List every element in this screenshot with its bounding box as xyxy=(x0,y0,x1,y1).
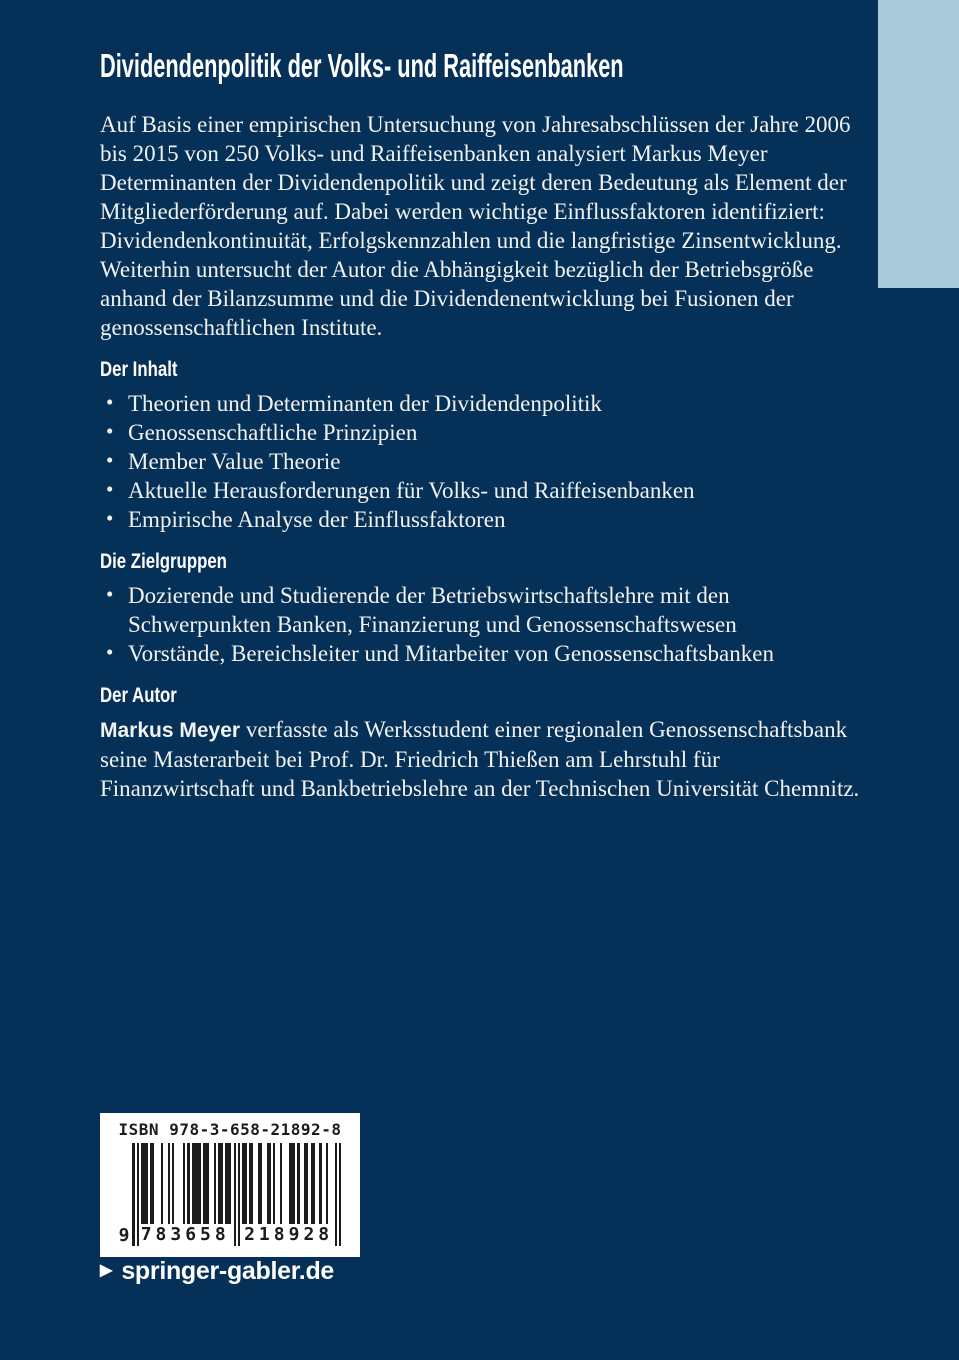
triangle-arrow-icon: ▶ xyxy=(100,1262,113,1279)
barcode-bar xyxy=(249,1143,253,1224)
barcode-bar xyxy=(339,1143,341,1246)
isbn-barcode-box xyxy=(100,1113,360,1257)
book-title: Dividendenpolitik der Volks- und Raiffeisenbanken xyxy=(100,47,624,84)
section-heading-autor: Der Autor xyxy=(100,684,177,707)
barcode-bar xyxy=(326,1143,328,1224)
barcode-bar xyxy=(258,1143,262,1224)
list-item: • Dozierende und Studierende der Betriebswirtschaftslehre mit den Schwerpunkten Banken, Finanzierung und Genossenschaftswesen xyxy=(100,581,870,639)
barcode-bar xyxy=(238,1143,240,1246)
barcode-bar xyxy=(161,1143,163,1224)
barcode-bar xyxy=(218,1143,222,1224)
ean-lead-digit: 9 xyxy=(118,1225,130,1246)
website-url: springer-gabler.de xyxy=(121,1257,335,1285)
section-zielgruppen xyxy=(100,549,870,668)
list-item: • Member Value Theorie xyxy=(100,447,870,476)
barcode-bar xyxy=(234,1143,236,1246)
barcode-bar xyxy=(172,1143,174,1224)
barcode-bar xyxy=(225,1143,232,1224)
barcode-bar xyxy=(183,1143,185,1224)
barcode-bars xyxy=(132,1143,341,1246)
barcode-bar xyxy=(335,1143,337,1246)
author-name: Markus Meyer xyxy=(100,719,241,742)
barcode-bar xyxy=(319,1143,321,1224)
list-item: • Empirische Analyse der Einflussfaktoren xyxy=(100,505,870,534)
publisher-website xyxy=(100,1256,334,1286)
barcode-bar xyxy=(280,1143,282,1224)
author-description: verfasste als Werksstudent einer regionalen Genossenschaftsbank seine Masterarbeit bei Prof. Dr. Friedrich Thießen am Lehrstuhl für Finanzwirtschaft und Bankbetriebslehre an der Technischen Universität Chemnitz. xyxy=(100,717,860,801)
barcode-bar xyxy=(168,1143,170,1224)
spine-stripe xyxy=(878,0,959,288)
list-item: • Vorstände, Bereichsleiter und Mitarbeiter von Genossenschaftsbanken xyxy=(100,639,870,668)
inhalt-list xyxy=(100,389,870,534)
barcode-bar xyxy=(192,1143,201,1224)
section-heading-zielgruppen: Die Zielgruppen xyxy=(100,550,227,573)
list-item: • Aktuelle Herausforderungen für Volks- und Raiffeisenbanken xyxy=(100,476,870,505)
cover-content xyxy=(100,0,870,803)
ean-digits-left: 783658 xyxy=(140,1224,230,1245)
barcode-bar xyxy=(132,1143,134,1246)
barcode-bar xyxy=(242,1143,246,1224)
ean-digits-right: 218928 xyxy=(244,1224,334,1245)
section-autor xyxy=(100,683,870,803)
barcode-row xyxy=(112,1143,348,1246)
zielgruppen-list xyxy=(100,581,870,668)
barcode-bar xyxy=(289,1143,296,1224)
barcode-bar xyxy=(203,1143,210,1224)
barcode-bar xyxy=(267,1143,271,1224)
barcode-bar xyxy=(273,1143,275,1224)
section-heading-inhalt: Der Inhalt xyxy=(100,358,178,381)
barcode-bar xyxy=(214,1143,216,1224)
author-text xyxy=(100,715,870,803)
section-inhalt xyxy=(100,357,870,534)
list-item: • Genossenschaftliche Prinzipien xyxy=(100,418,870,447)
barcode-bar xyxy=(304,1143,308,1224)
list-item: • Theorien und Determinanten der Dividendenpolitik xyxy=(100,389,870,418)
isbn-label: ISBN 978-3-658-21892-8 xyxy=(118,1120,342,1139)
barcode-bar xyxy=(150,1143,154,1224)
synopsis-text: Auf Basis einer empirischen Untersuchung von Jahresabschlüssen der Jahre 2006 bis 2015 von 250 Volks- und Raiffeisenbanken analysiert Markus Meyer Determinanten der Dividendenpolitik und zeigt deren Bedeutung als Element der Mitgliederförderung auf. Dabei werden wichtige Einflussfaktoren identifiziert: Dividendenkontinuität, Erfolgskennzahlen und die langfristige Zinsentwicklung. Weiterhin untersucht der Autor die Abhängigkeit bezüglich der Betriebsgröße anhand der Bilanzsumme und die Dividendenentwicklung bei Fusionen der genossenschaftlichen Institute. xyxy=(100,112,851,340)
barcode-bar xyxy=(141,1143,148,1224)
barcode-bar xyxy=(297,1143,299,1224)
barcode-bar xyxy=(311,1143,315,1224)
barcode-bar xyxy=(187,1143,189,1224)
